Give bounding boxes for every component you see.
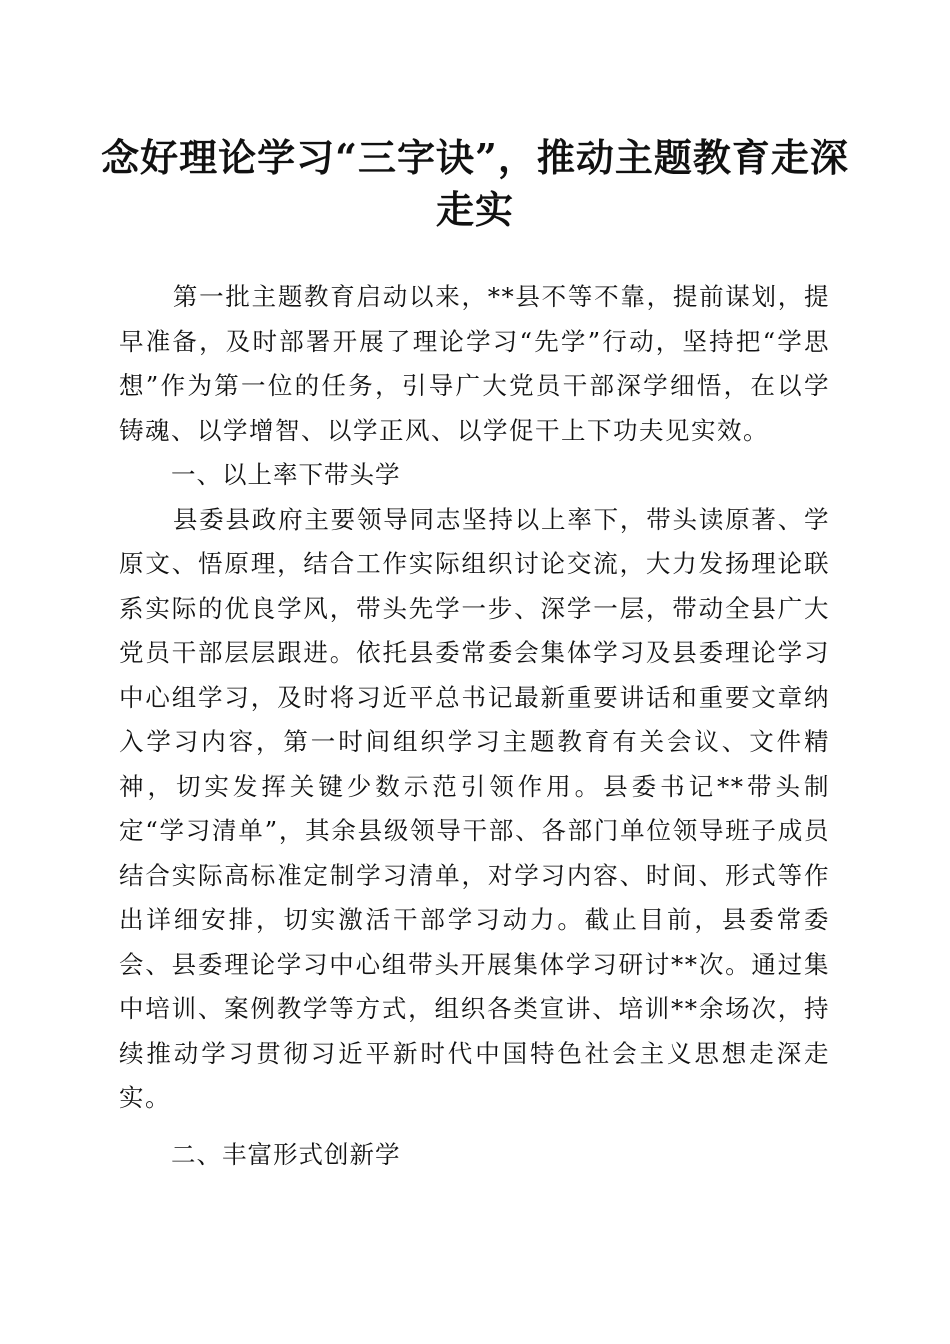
- intro-paragraph: 第一批主题教育启动以来，**县不等不靠，提前谋划，提早准备，及时部署开展了理论学习“先学”行动，坚持把“学思想”作为第一位的任务，引导广大党员干部深学细悟，在以学铸魂、以学增智、以学正风、以学促干上下功夫见实效。: [119, 282, 830, 445]
- document-title: 念好理论学习“三字诀”，推动主题教育走深走实: [101, 135, 849, 232]
- section-spacer: [119, 1121, 830, 1133]
- section-1-heading: 一、以上率下带头学: [171, 460, 401, 489]
- section-1-paragraph: 县委县政府主要领导同志坚持以上率下，带头读原著、学原文、悟原理，结合工作实际组织讨论交流，大力发扬理论联系实际的优良学风，带头先学一步、深学一层，带动全县广大党员干部层层跟进。依托县委常委会集体学习及县委理论学习中心组学习，及时将习近平总书记最新重要讲话和重要文章纳入学习内容，第一时间组织学习主题教育有关会议、文件精神，切实发挥关键少数示范引领作用。县委书记**带头制定“学习清单”，其余县级领导干部、各部门单位领导班子成员结合实际高标准定制学习清单，对学习内容、时间、形式等作出详细安排，切实激活干部学习动力。截止目前，县委常委会、县委理论学习中心组带头开展集体学习研讨**次。通过集中培训、案例教学等方式，组织各类宣讲、培训**余场次，持续推动学习贯彻习近平新时代中国特色社会主义思想走深走实。: [119, 504, 830, 1112]
- section-2-heading: 二、丰富形式创新学: [171, 1139, 401, 1169]
- document-body: [119, 275, 830, 1177]
